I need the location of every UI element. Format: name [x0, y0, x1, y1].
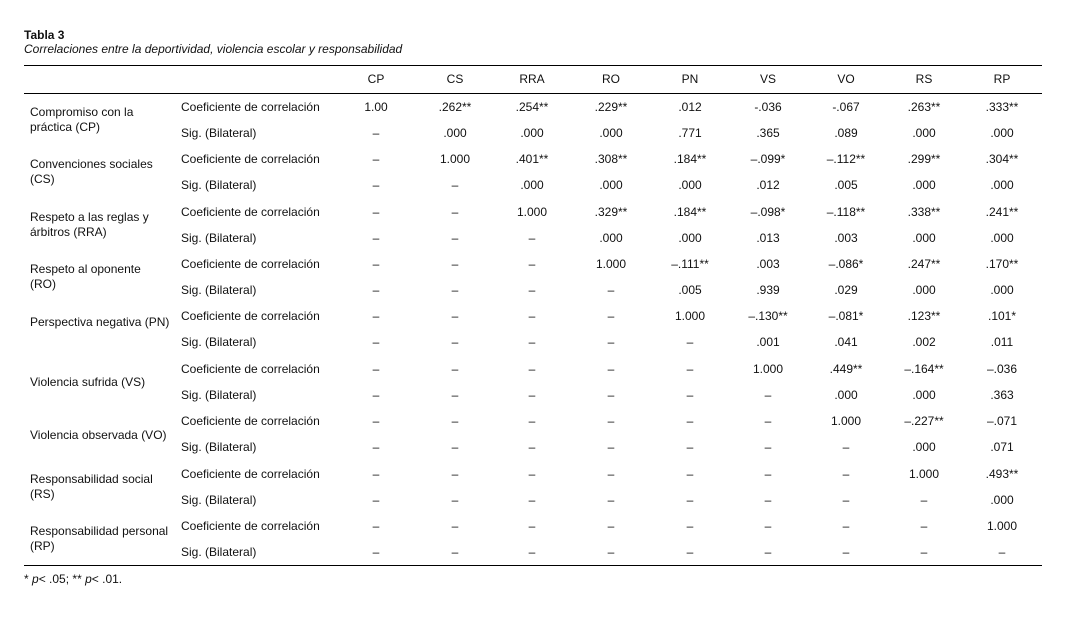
coefficient-row-label: Coeficiente de correlación — [181, 414, 320, 428]
coefficient-row-label: Coeficiente de correlación — [181, 467, 320, 481]
table-subtitle: Correlaciones entre la deportividad, violencia escolar y responsabilidad — [24, 42, 403, 56]
significance-cell: – — [607, 545, 615, 559]
coefficient-cell: .241** — [985, 205, 1019, 219]
coefficient-cell: 1.000 — [516, 205, 548, 219]
significance-cell: .005 — [678, 283, 702, 297]
coefficient-cell: .262** — [438, 100, 472, 114]
variable-label: Violencia observada (VO) — [30, 428, 167, 442]
significance-cell: .000 — [990, 231, 1014, 245]
significance-cell: – — [451, 335, 459, 349]
significance-cell: .363 — [990, 388, 1014, 402]
coefficient-cell: –.111** — [671, 257, 709, 271]
coefficient-cell: – — [372, 414, 380, 428]
coefficient-cell: – — [607, 467, 615, 481]
significance-cell: .000 — [678, 178, 702, 192]
significance-cell: .012 — [756, 178, 780, 192]
coefficient-cell: .304** — [985, 152, 1019, 166]
coefficient-cell: .229** — [594, 100, 628, 114]
significance-cell: – — [920, 493, 928, 507]
coefficient-cell: .254** — [515, 100, 549, 114]
coefficient-row-label: Coeficiente de correlación — [181, 257, 320, 271]
significance-cell: .000 — [912, 388, 936, 402]
coefficient-cell: .329** — [594, 205, 628, 219]
significance-cell: – — [607, 440, 615, 454]
table-title: Tabla 3 — [24, 28, 65, 42]
coefficient-cell: .123** — [907, 309, 941, 323]
significance-cell: – — [998, 545, 1006, 559]
significance-cell: .365 — [756, 126, 780, 140]
significance-cell: .000 — [912, 231, 936, 245]
significance-cell: – — [451, 440, 459, 454]
coefficient-cell: .493** — [985, 467, 1019, 481]
significance-cell: – — [372, 283, 380, 297]
significance-cell: .071 — [990, 440, 1014, 454]
significance-cell: .000 — [990, 178, 1014, 192]
significance-cell: – — [451, 545, 459, 559]
significance-cell: – — [372, 388, 380, 402]
significance-cell: .000 — [990, 283, 1014, 297]
variable-label: Responsabilidad personal (RP) — [30, 524, 169, 553]
significance-cell: – — [607, 388, 615, 402]
coefficient-cell: – — [451, 519, 459, 533]
table-top-rule — [24, 65, 1042, 66]
variable-label: Violencia sufrida (VS) — [30, 375, 146, 389]
significance-row-label: Sig. (Bilateral) — [181, 126, 257, 140]
significance-cell: .005 — [834, 178, 858, 192]
significance-cell: .001 — [756, 335, 780, 349]
significance-row-label: Sig. (Bilateral) — [181, 493, 257, 507]
significance-cell: – — [686, 335, 694, 349]
significance-cell: – — [528, 545, 536, 559]
significance-cell: .000 — [990, 493, 1014, 507]
significance-cell: – — [451, 178, 459, 192]
significance-cell: .771 — [678, 126, 702, 140]
significance-cell: – — [528, 440, 536, 454]
significance-cell: .000 — [443, 126, 467, 140]
coefficient-cell: – — [764, 467, 772, 481]
table-header-rule — [24, 93, 1042, 94]
column-header-rra: RRA — [519, 72, 545, 86]
coefficient-cell: 1.000 — [986, 519, 1018, 533]
significance-row-label: Sig. (Bilateral) — [181, 545, 257, 559]
significance-cell: – — [372, 545, 380, 559]
variable-label: Respeto al oponente (RO) — [30, 262, 141, 291]
significance-cell: – — [686, 493, 694, 507]
coefficient-cell: .333** — [985, 100, 1019, 114]
coefficient-cell: –.098* — [750, 205, 786, 219]
significance-cell: – — [686, 545, 694, 559]
significance-cell: .000 — [520, 178, 544, 192]
coefficient-cell: – — [372, 519, 380, 533]
significance-cell: .013 — [756, 231, 780, 245]
coefficient-cell: – — [607, 362, 615, 376]
coefficient-cell: –.071 — [986, 414, 1018, 428]
significance-cell: – — [842, 440, 850, 454]
column-header-rs: RS — [915, 72, 933, 86]
coefficient-cell: .338** — [907, 205, 941, 219]
significance-cell: .089 — [834, 126, 858, 140]
significance-cell: .000 — [599, 231, 623, 245]
significance-cell: – — [764, 440, 772, 454]
coefficient-cell: .170** — [985, 257, 1019, 271]
coefficient-cell: – — [372, 152, 380, 166]
significance-cell: – — [764, 545, 772, 559]
coefficient-cell: – — [451, 362, 459, 376]
significance-row-label: Sig. (Bilateral) — [181, 231, 257, 245]
significance-row-label: Sig. (Bilateral) — [181, 388, 257, 402]
coefficient-cell: 1.000 — [595, 257, 627, 271]
significance-cell: – — [607, 335, 615, 349]
coefficient-cell: – — [528, 519, 536, 533]
significance-cell: .000 — [912, 283, 936, 297]
coefficient-cell: 1.000 — [439, 152, 471, 166]
coefficient-cell: .401** — [515, 152, 549, 166]
coefficient-cell: .184** — [673, 205, 707, 219]
variable-label: Perspectiva negativa (PN) — [30, 315, 170, 329]
significance-cell: – — [451, 283, 459, 297]
coefficient-cell: .247** — [907, 257, 941, 271]
significance-cell: – — [686, 388, 694, 402]
coefficient-cell: –.227** — [904, 414, 944, 428]
significance-cell: .000 — [834, 388, 858, 402]
coefficient-row-label: Coeficiente de correlación — [181, 309, 320, 323]
coefficient-cell: – — [451, 257, 459, 271]
coefficient-cell: 1.000 — [830, 414, 862, 428]
significance-cell: .011 — [990, 335, 1014, 349]
coefficient-cell: .308** — [594, 152, 628, 166]
coefficient-cell: –.081* — [828, 309, 864, 323]
significance-row-label: Sig. (Bilateral) — [181, 440, 257, 454]
coefficient-cell: 1.000 — [674, 309, 706, 323]
coefficient-row-label: Coeficiente de correlación — [181, 519, 320, 533]
coefficient-cell: -.036 — [754, 100, 782, 114]
table-footnote: * p< .05; ** p< .01. — [24, 572, 123, 586]
coefficient-cell: .184** — [673, 152, 707, 166]
significance-cell: .000 — [912, 178, 936, 192]
column-header-cp: CP — [367, 72, 385, 86]
significance-cell: .003 — [834, 231, 858, 245]
coefficient-cell: – — [528, 467, 536, 481]
coefficient-cell: –.036 — [986, 362, 1018, 376]
significance-cell: .000 — [678, 231, 702, 245]
significance-cell: – — [372, 231, 380, 245]
coefficient-cell: 1.000 — [908, 467, 940, 481]
coefficient-cell: .263** — [907, 100, 941, 114]
coefficient-cell: 1.00 — [364, 100, 388, 114]
variable-label: Respeto a las reglas y árbitros (RRA) — [30, 210, 149, 239]
coefficient-cell: .449** — [829, 362, 863, 376]
column-header-cs: CS — [446, 72, 464, 86]
coefficient-cell: – — [920, 519, 928, 533]
significance-cell: – — [372, 178, 380, 192]
coefficient-row-label: Coeficiente de correlación — [181, 152, 320, 166]
significance-cell: – — [451, 493, 459, 507]
coefficient-cell: .101* — [987, 309, 1017, 323]
significance-cell: .000 — [912, 126, 936, 140]
significance-cell: – — [764, 493, 772, 507]
coefficient-cell: – — [764, 414, 772, 428]
coefficient-cell: – — [372, 257, 380, 271]
coefficient-cell: – — [372, 362, 380, 376]
significance-cell: .002 — [912, 335, 936, 349]
significance-cell: – — [528, 388, 536, 402]
column-header-vo: VO — [837, 72, 855, 86]
coefficient-cell: .012 — [678, 100, 702, 114]
coefficient-cell: –.112** — [826, 152, 866, 166]
significance-cell: – — [528, 283, 536, 297]
significance-cell: .041 — [834, 335, 858, 349]
coefficient-cell: – — [528, 362, 536, 376]
coefficient-cell: –.164** — [904, 362, 944, 376]
coefficient-cell: – — [451, 205, 459, 219]
significance-cell: .000 — [990, 126, 1014, 140]
coefficient-cell: –.130** — [748, 309, 788, 323]
variable-label: Compromiso con la práctica (CP) — [30, 105, 134, 134]
significance-cell: – — [764, 388, 772, 402]
coefficient-cell: – — [842, 467, 850, 481]
coefficient-row-label: Coeficiente de correlación — [181, 205, 320, 219]
variable-label: Convenciones sociales (CS) — [30, 157, 153, 186]
coefficient-cell: – — [372, 309, 380, 323]
significance-cell: – — [842, 545, 850, 559]
column-header-pn: PN — [681, 72, 699, 86]
significance-cell: .000 — [520, 126, 544, 140]
column-header-ro: RO — [602, 72, 620, 86]
significance-cell: – — [920, 545, 928, 559]
variable-label: Responsabilidad social (RS) — [30, 472, 153, 501]
coefficient-cell: – — [686, 362, 694, 376]
coefficient-cell: – — [607, 519, 615, 533]
significance-cell: – — [451, 231, 459, 245]
significance-cell: – — [372, 493, 380, 507]
coefficient-cell: – — [764, 519, 772, 533]
coefficient-cell: – — [842, 519, 850, 533]
coefficient-cell: – — [372, 467, 380, 481]
significance-cell: – — [528, 335, 536, 349]
coefficient-cell: – — [451, 467, 459, 481]
significance-cell: – — [842, 493, 850, 507]
significance-cell: – — [372, 126, 380, 140]
significance-cell: – — [372, 335, 380, 349]
coefficient-cell: – — [607, 414, 615, 428]
column-header-vs: VS — [759, 72, 776, 86]
coefficient-cell: – — [528, 414, 536, 428]
significance-row-label: Sig. (Bilateral) — [181, 283, 257, 297]
coefficient-cell: – — [372, 205, 380, 219]
coefficient-cell: .299** — [907, 152, 941, 166]
significance-cell: – — [686, 440, 694, 454]
significance-cell: – — [607, 283, 615, 297]
significance-cell: .000 — [599, 178, 623, 192]
coefficient-cell: –.099* — [750, 152, 786, 166]
table-bottom-rule — [24, 565, 1042, 566]
significance-cell: .939 — [756, 283, 780, 297]
significance-row-label: Sig. (Bilateral) — [181, 335, 257, 349]
coefficient-cell: – — [607, 309, 615, 323]
coefficient-cell: – — [686, 414, 694, 428]
coefficient-row-label: Coeficiente de correlación — [181, 100, 320, 114]
coefficient-cell: – — [686, 519, 694, 533]
significance-cell: – — [607, 493, 615, 507]
coefficient-cell: -.067 — [832, 100, 860, 114]
column-header-rp: RP — [993, 72, 1011, 86]
coefficient-cell: .003 — [756, 257, 780, 271]
significance-row-label: Sig. (Bilateral) — [181, 178, 257, 192]
significance-cell: .029 — [834, 283, 858, 297]
significance-cell: – — [372, 440, 380, 454]
coefficient-cell: – — [528, 309, 536, 323]
coefficient-cell: 1.000 — [752, 362, 784, 376]
coefficient-cell: – — [451, 414, 459, 428]
coefficient-cell: – — [528, 257, 536, 271]
significance-cell: – — [528, 493, 536, 507]
coefficient-row-label: Coeficiente de correlación — [181, 362, 320, 376]
coefficient-cell: –.118** — [826, 205, 866, 219]
significance-cell: – — [528, 231, 536, 245]
significance-cell: – — [451, 388, 459, 402]
coefficient-cell: –.086* — [828, 257, 864, 271]
significance-cell: .000 — [599, 126, 623, 140]
coefficient-cell: – — [686, 467, 694, 481]
significance-cell: .000 — [912, 440, 936, 454]
coefficient-cell: – — [451, 309, 459, 323]
